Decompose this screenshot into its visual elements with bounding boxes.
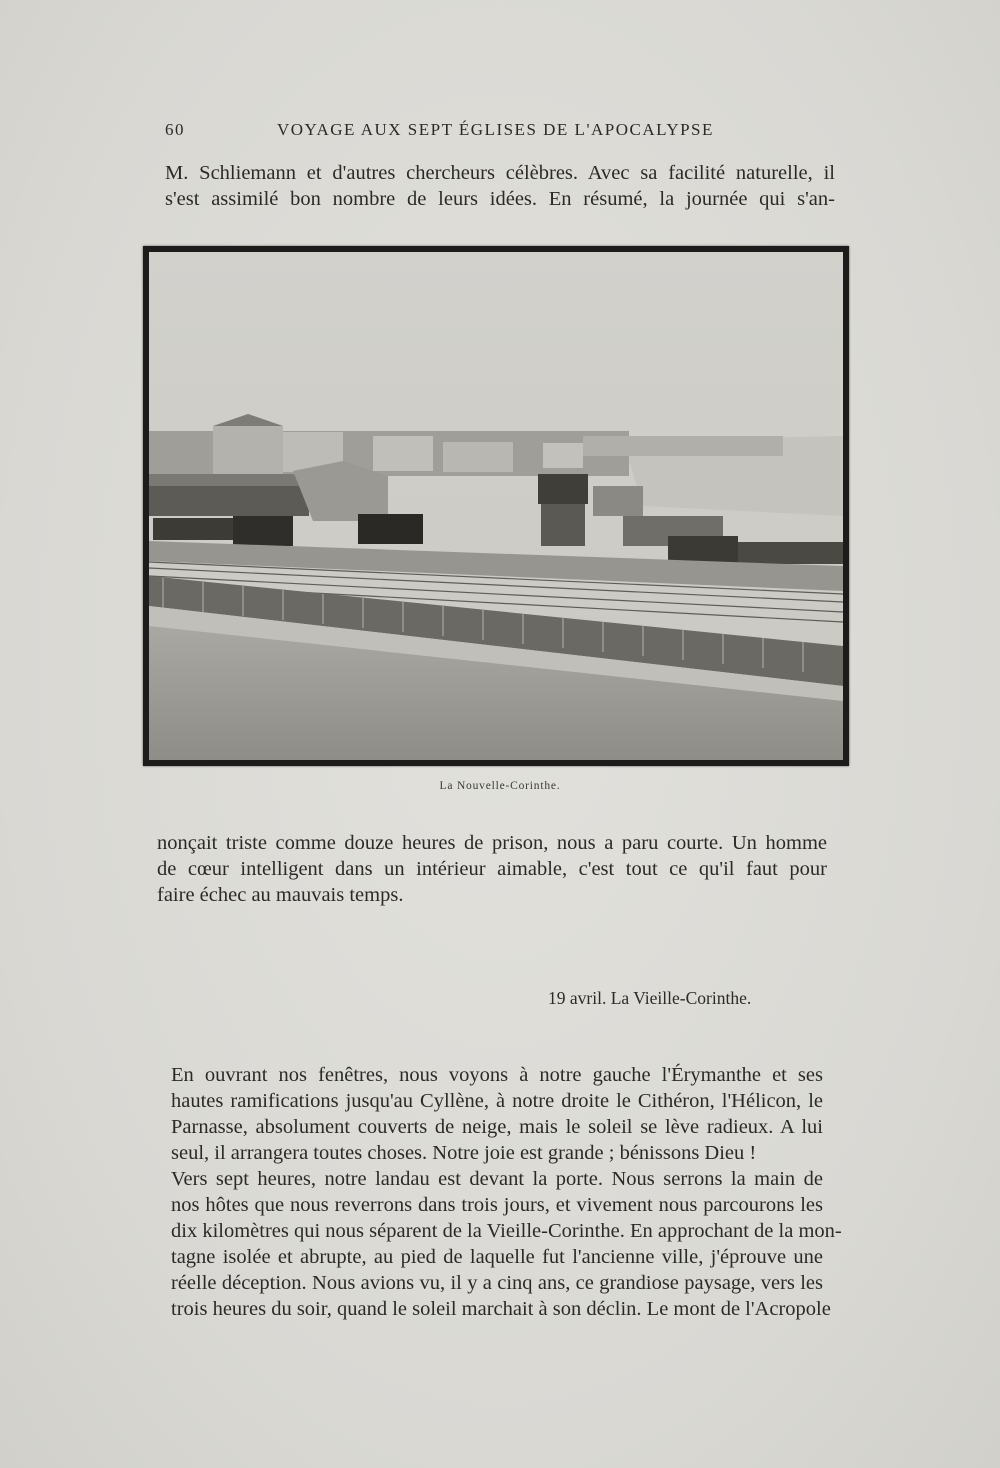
photo-illustration — [143, 246, 849, 766]
text-line: trois heures du soir, quand le soleil marchait à son déclin. Le mont de l'Acropole — [171, 1298, 831, 1320]
photograph-nouvelle-corinthe — [143, 246, 849, 766]
text-line: nos hôtes que nous reverrons dans trois jours, et vivement nous parcourons les — [171, 1194, 823, 1216]
paragraph-1 — [165, 160, 835, 212]
text-line: Parnasse, absolument couverts de neige, mais le soleil se lève radieux. A lui — [171, 1116, 823, 1138]
text-line: Vers sept heures, notre landau est devant la porte. Nous serrons la main de — [171, 1168, 823, 1190]
text-line: En ouvrant nos fenêtres, nous voyons à notre gauche l'Érymanthe et ses — [171, 1064, 823, 1086]
text-line: de cœur intelligent dans un intérieur aimable, c'est tout ce qu'il faut pour — [157, 858, 827, 880]
text-line: réelle déception. Nous avions vu, il y a cinq ans, ce grandiose paysage, vers les — [171, 1272, 823, 1294]
figure-caption: La Nouvelle-Corinthe. — [439, 780, 561, 792]
text-line: s'est assimilé bon nombre de leurs idées. En résumé, la journée qui s'an- — [165, 188, 835, 210]
running-head: VOYAGE AUX SEPT ÉGLISES DE L'APOCALYPSE — [277, 120, 714, 139]
text-line: M. Schliemann et d'autres chercheurs célèbres. Avec sa facilité naturelle, il — [165, 162, 835, 184]
dateline: 19 avril. La Vieille-Corinthe. — [548, 988, 752, 1008]
text-line: nonçait triste comme douze heures de prison, nous a paru courte. Un homme — [157, 832, 827, 854]
page-number: 60 — [165, 120, 185, 139]
text-line: dix kilomètres qui nous séparent de la Vieille-Corinthe. En approchant de la mon- — [171, 1220, 842, 1242]
text-line: seul, il arrangera toutes choses. Notre joie est grande ; bénissons Dieu ! — [171, 1142, 757, 1164]
paragraph-4 — [171, 1166, 842, 1322]
paragraph-3 — [171, 1062, 823, 1166]
paragraph-2 — [157, 830, 827, 908]
text-line: tagne isolée et abrupte, au pied de laquelle fut l'ancienne ville, j'éprouve une — [171, 1246, 823, 1268]
text-line: faire échec au mauvais temps. — [157, 884, 404, 906]
text-line: hautes ramifications jusqu'au Cyllène, à notre droite le Cithéron, l'Hélicon, le — [171, 1090, 823, 1112]
page-header — [165, 120, 835, 146]
